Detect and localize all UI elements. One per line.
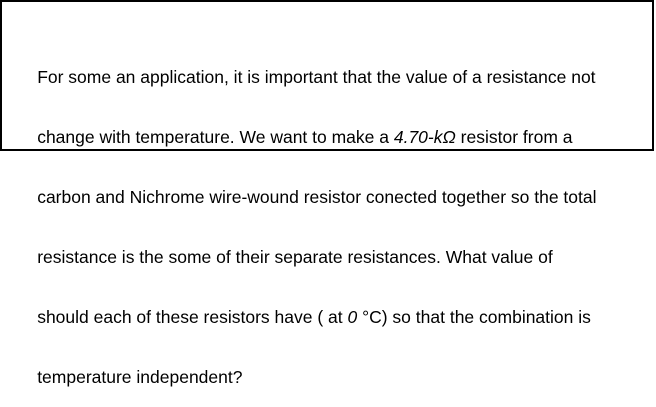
text-segment: carbon and Nichrome wire-wound resistor conected together so the total xyxy=(37,187,597,207)
problem-line xyxy=(8,287,648,327)
problem-line xyxy=(8,167,648,207)
text-segment: change with temperature. We want to make a xyxy=(37,127,394,147)
text-segment: temperature independent? xyxy=(37,367,243,387)
problem-line xyxy=(8,47,648,87)
text-segment: should each of these resistors have ( at xyxy=(37,307,348,327)
text-segment: °C) so that the combination is xyxy=(362,307,591,327)
problem-line xyxy=(8,107,648,147)
problem-line xyxy=(8,227,648,267)
problem-line xyxy=(8,347,648,387)
problem-statement xyxy=(8,7,648,407)
text-segment: For some an application, it is important that the value of a resistance not xyxy=(37,67,596,87)
text-segment: resistance is the some of their separate resistances. What value of xyxy=(37,247,553,267)
text-segment: resistor from a xyxy=(455,127,573,147)
resistance-value: 4.70-kΩ xyxy=(393,127,456,147)
temperature-value: 0 xyxy=(347,307,363,327)
